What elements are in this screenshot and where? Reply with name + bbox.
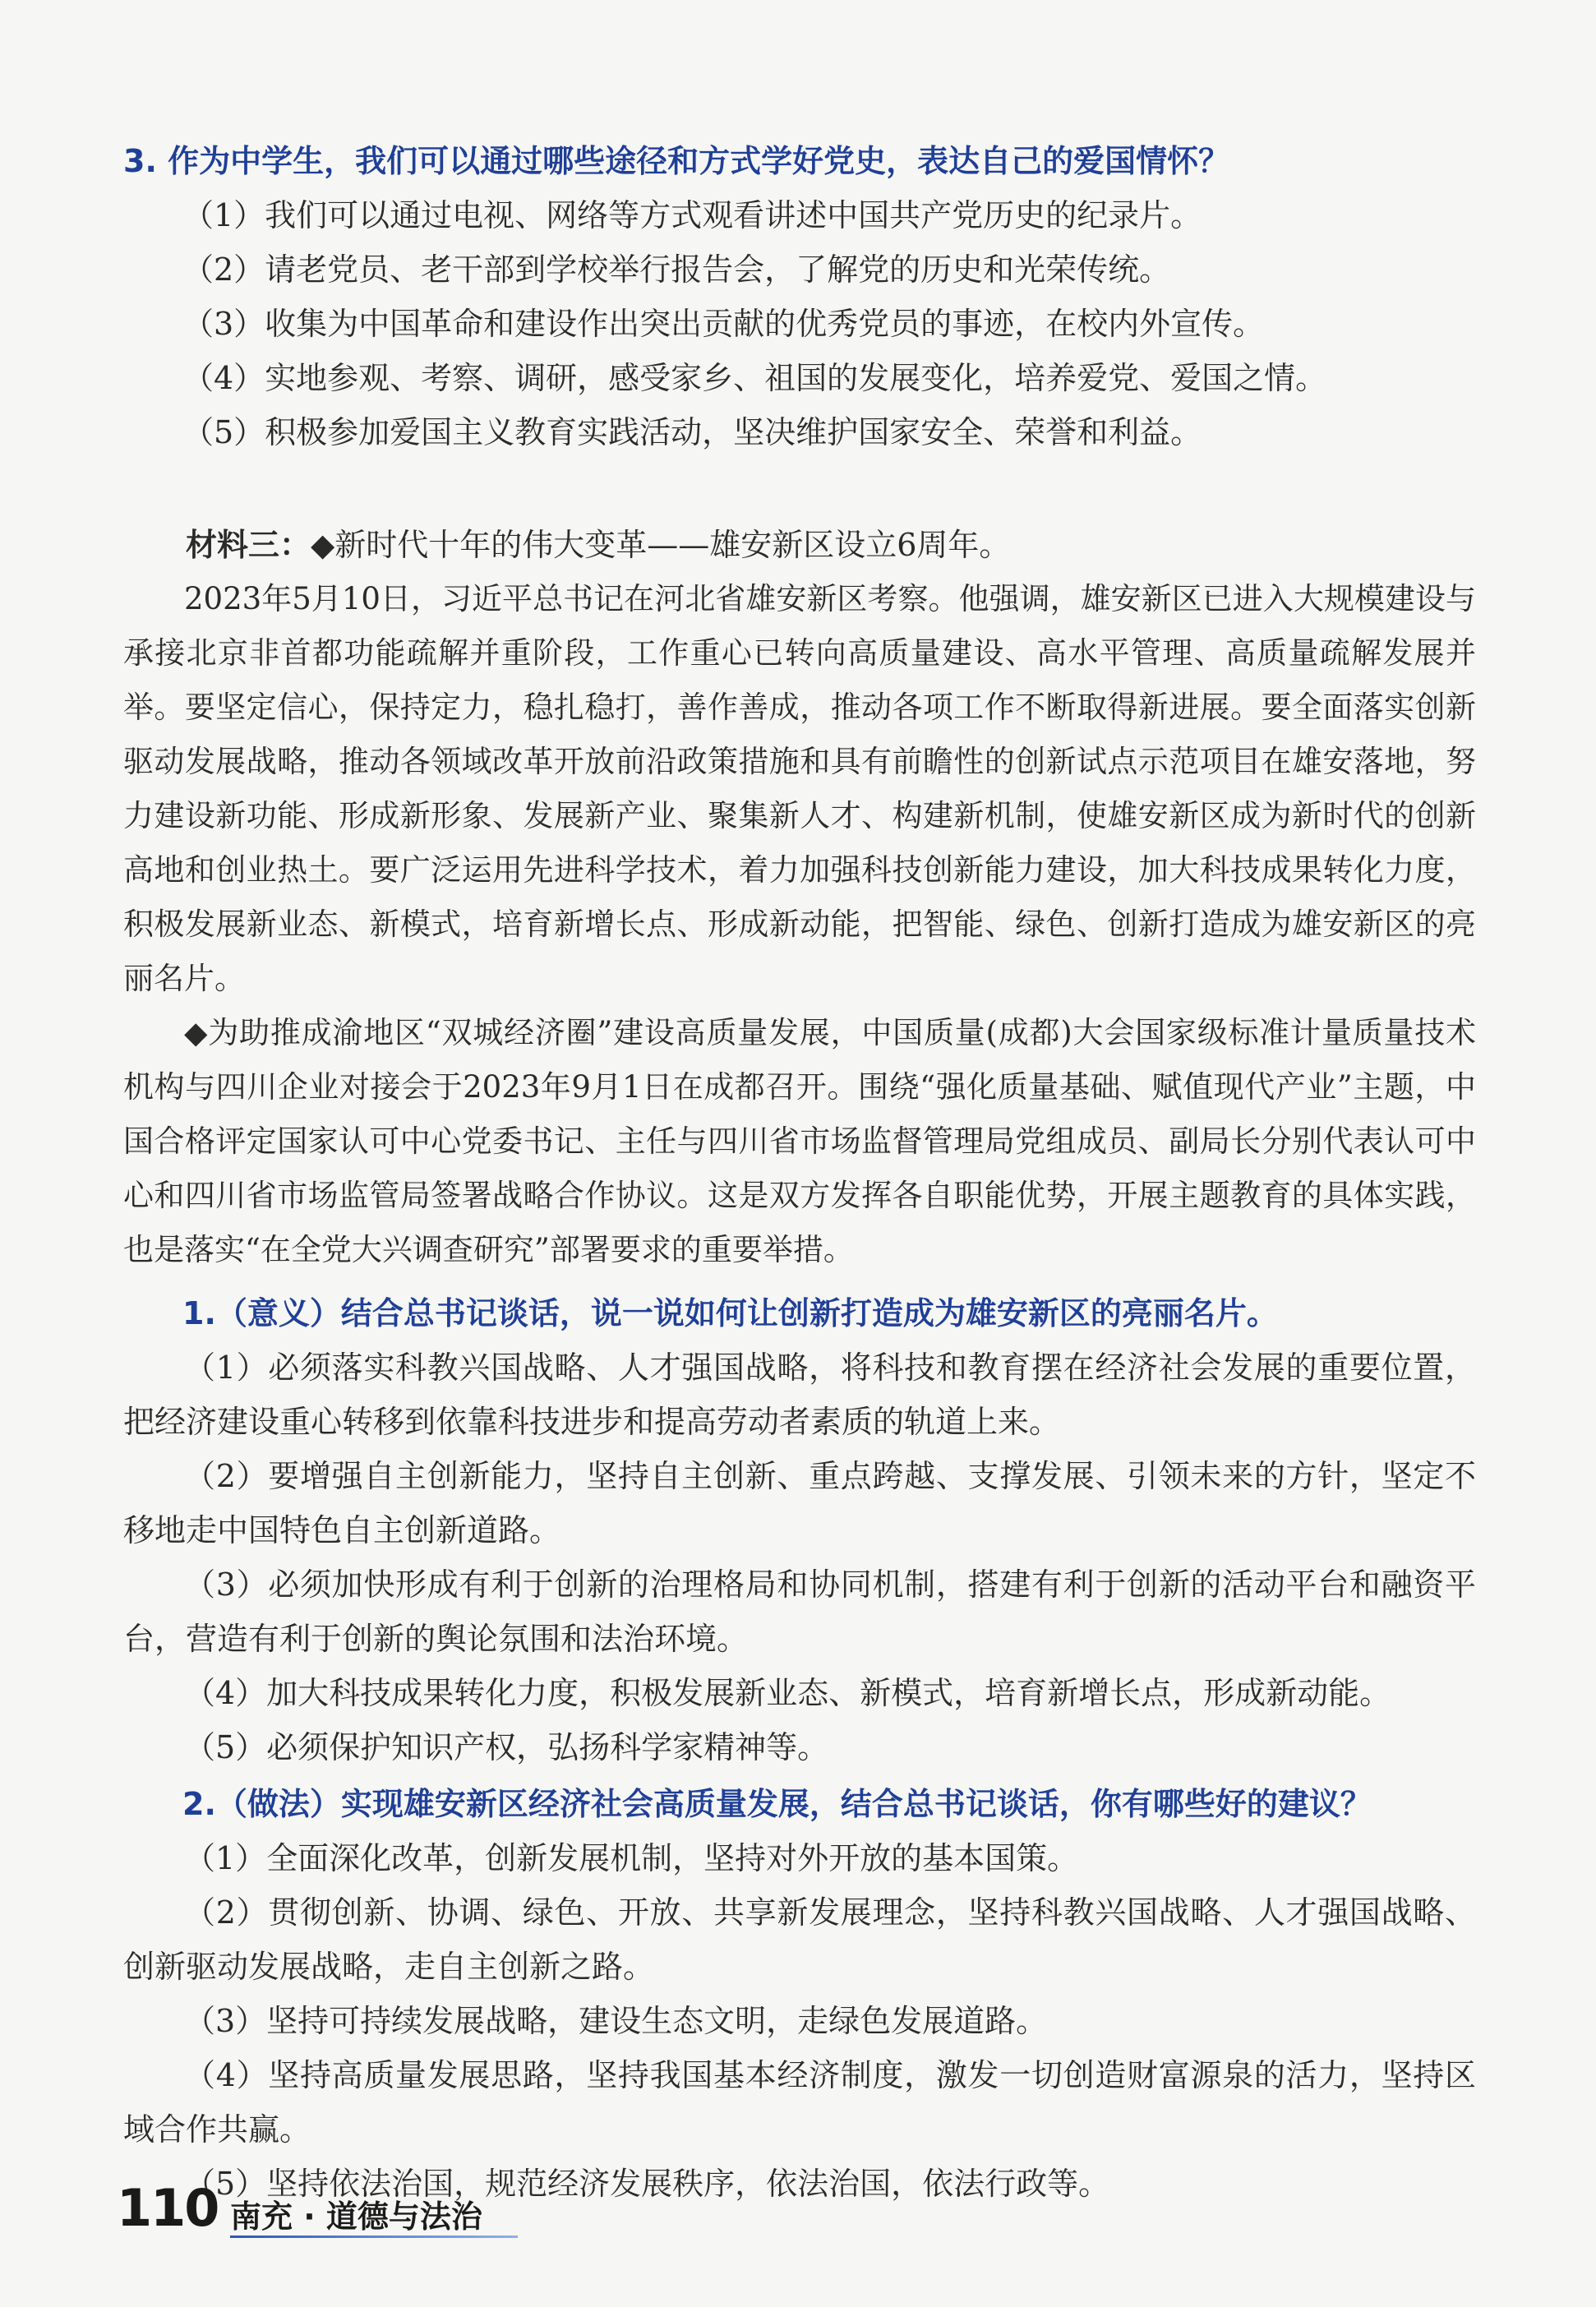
q2-answer-4: （4）坚持高质量发展思路，坚持我国基本经济制度，激发一切创造财富源泉的活力，坚持区域合作共赢。 (123, 2057, 1476, 2148)
material-3-section (123, 518, 1476, 1277)
q1-answer-3: （3）必须加快形成有利于创新的治理格局和协同机制，搭建有利于创新的活动平台和融资平台，营造有利于创新的舆论氛围和法治环境。 (123, 1566, 1476, 1657)
page-number: 110 (117, 2178, 219, 2238)
footer-subject: 南充 · 道德与法治 (230, 2199, 482, 2235)
q1-answer-5: （5）必须保护知识产权，弘扬科学家精神等。 (184, 1729, 829, 1765)
q2-answer-1: （1）全面深化改革，创新发展机制，坚持对外开放的基本国策。 (184, 1840, 1079, 1876)
question-3-title: 3. 作为中学生，我们可以通过哪些途径和方式学好党史，表达自己的爱国情怀？ (123, 143, 1230, 179)
q3-answer-3: （3）收集为中国革命和建设作出突出贡献的优秀党员的事迹，在校内外宣传。 (182, 306, 1265, 342)
footer-underline (230, 2235, 518, 2238)
q3-answer-4: （4）实地参观、考察、调研，感受家乡、祖国的发展变化，培养爱党、爱国之情。 (182, 360, 1327, 396)
question-1-title: 1.（意义）结合总书记谈话，说一说如何让创新打造成为雄安新区的亮丽名片。 (182, 1295, 1278, 1331)
q2-answer-5: （5）坚持依法治国，规范经济发展秩序，依法治国，依法行政等。 (184, 2166, 1110, 2202)
q1-answer-1: （1）必须落实科教兴国战略、人才强国战略，将科技和教育摆在经济社会发展的重要位置，把经济建设重心转移到依靠科技进步和提高劳动者素质的轨道上来。 (123, 1350, 1476, 1440)
q3-answer-1: （1）我们可以通过电视、网络等方式观看讲述中国共产党历史的纪录片。 (182, 197, 1202, 233)
q3-answer-5: （5）积极参加爱国主义教育实践活动，坚决维护国家安全、荣誉和利益。 (182, 414, 1202, 450)
material-3-heading: ◆新时代十年的伟大变革——雄安新区设立6周年。 (311, 527, 1011, 563)
material-3-label: 材料三： (186, 527, 311, 563)
material-3-heading-line (123, 518, 1476, 572)
material-3-paragraph-1: 2023年5月10日，习近平总书记在河北省雄安新区考察。他强调，雄安新区已进入大规模建设与承接北京非首都功能疏解并重阶段，工作重心已转向高质量建设、高水平管理、高质量疏解发展并举。要坚定信心，保持定力，稳扎稳打，善作善成，推动各项工作不断取得新进展。要全面落实创新驱动发展战略，推动各领域改革开放前沿政策措施和具有前瞻性的创新试点示范项目在雄安落地，努力建设新功能、形成新形象、发展新产业、聚集新人才、构建新机制，使雄安新区成为新时代的创新高地和创业热土。要广泛运用先进科学技术，着力加强科技创新能力建设，加大科技成果转化力度，积极发展新业态、新模式，培育新增长点、形成新动能，把智能、绿色、创新打造成为雄安新区的亮丽名片。 (123, 581, 1476, 996)
material-3-paragraph-2: ◆为助推成渝地区“双城经济圈”建设高质量发展，中国质量(成都)大会国家级标准计量质量技术机构与四川企业对接会于2023年9月1日在成都召开。围绕“强化质量基础、赋值现代产业”主题，中国合格评定国家认可中心党委书记、主任与四川省市场监督管理局党组成员、副局长分别代表认可中心和四川省市场监管局签署战略合作协议。这是双方发挥各自职能优势，开展主题教育的具体实践，也是落实“在全党大兴调查研究”部署要求的重要举措。 (123, 1015, 1476, 1267)
question-2-section (123, 1777, 1476, 2211)
q1-answer-2: （2）要增强自主创新能力，坚持自主创新、重点跨越、支撑发展、引领未来的方针，坚定不移地走中国特色自主创新道路。 (123, 1458, 1476, 1548)
question-1-section (123, 1286, 1476, 1774)
q2-answer-3: （3）坚持可持续发展战略，建设生态文明，走绿色发展道路。 (184, 2003, 1048, 2039)
page-footer (117, 2170, 856, 2268)
q3-answer-2: （2）请老党员、老干部到学校举行报告会，了解党的历史和光荣传统。 (182, 251, 1171, 288)
question-3-section (123, 134, 1476, 459)
q1-answer-4: （4）加大科技成果转化力度，积极发展新业态、新模式，培育新增长点，形成新动能。 (184, 1675, 1391, 1711)
q2-answer-2: （2）贯彻创新、协调、绿色、开放、共享新发展理念，坚持科教兴国战略、人才强国战略、创新驱动发展战略，走自主创新之路。 (123, 1894, 1476, 1985)
question-2-title: 2.（做法）实现雄安新区经济社会高质量发展，结合总书记谈话，你有哪些好的建议？ (182, 1786, 1372, 1822)
